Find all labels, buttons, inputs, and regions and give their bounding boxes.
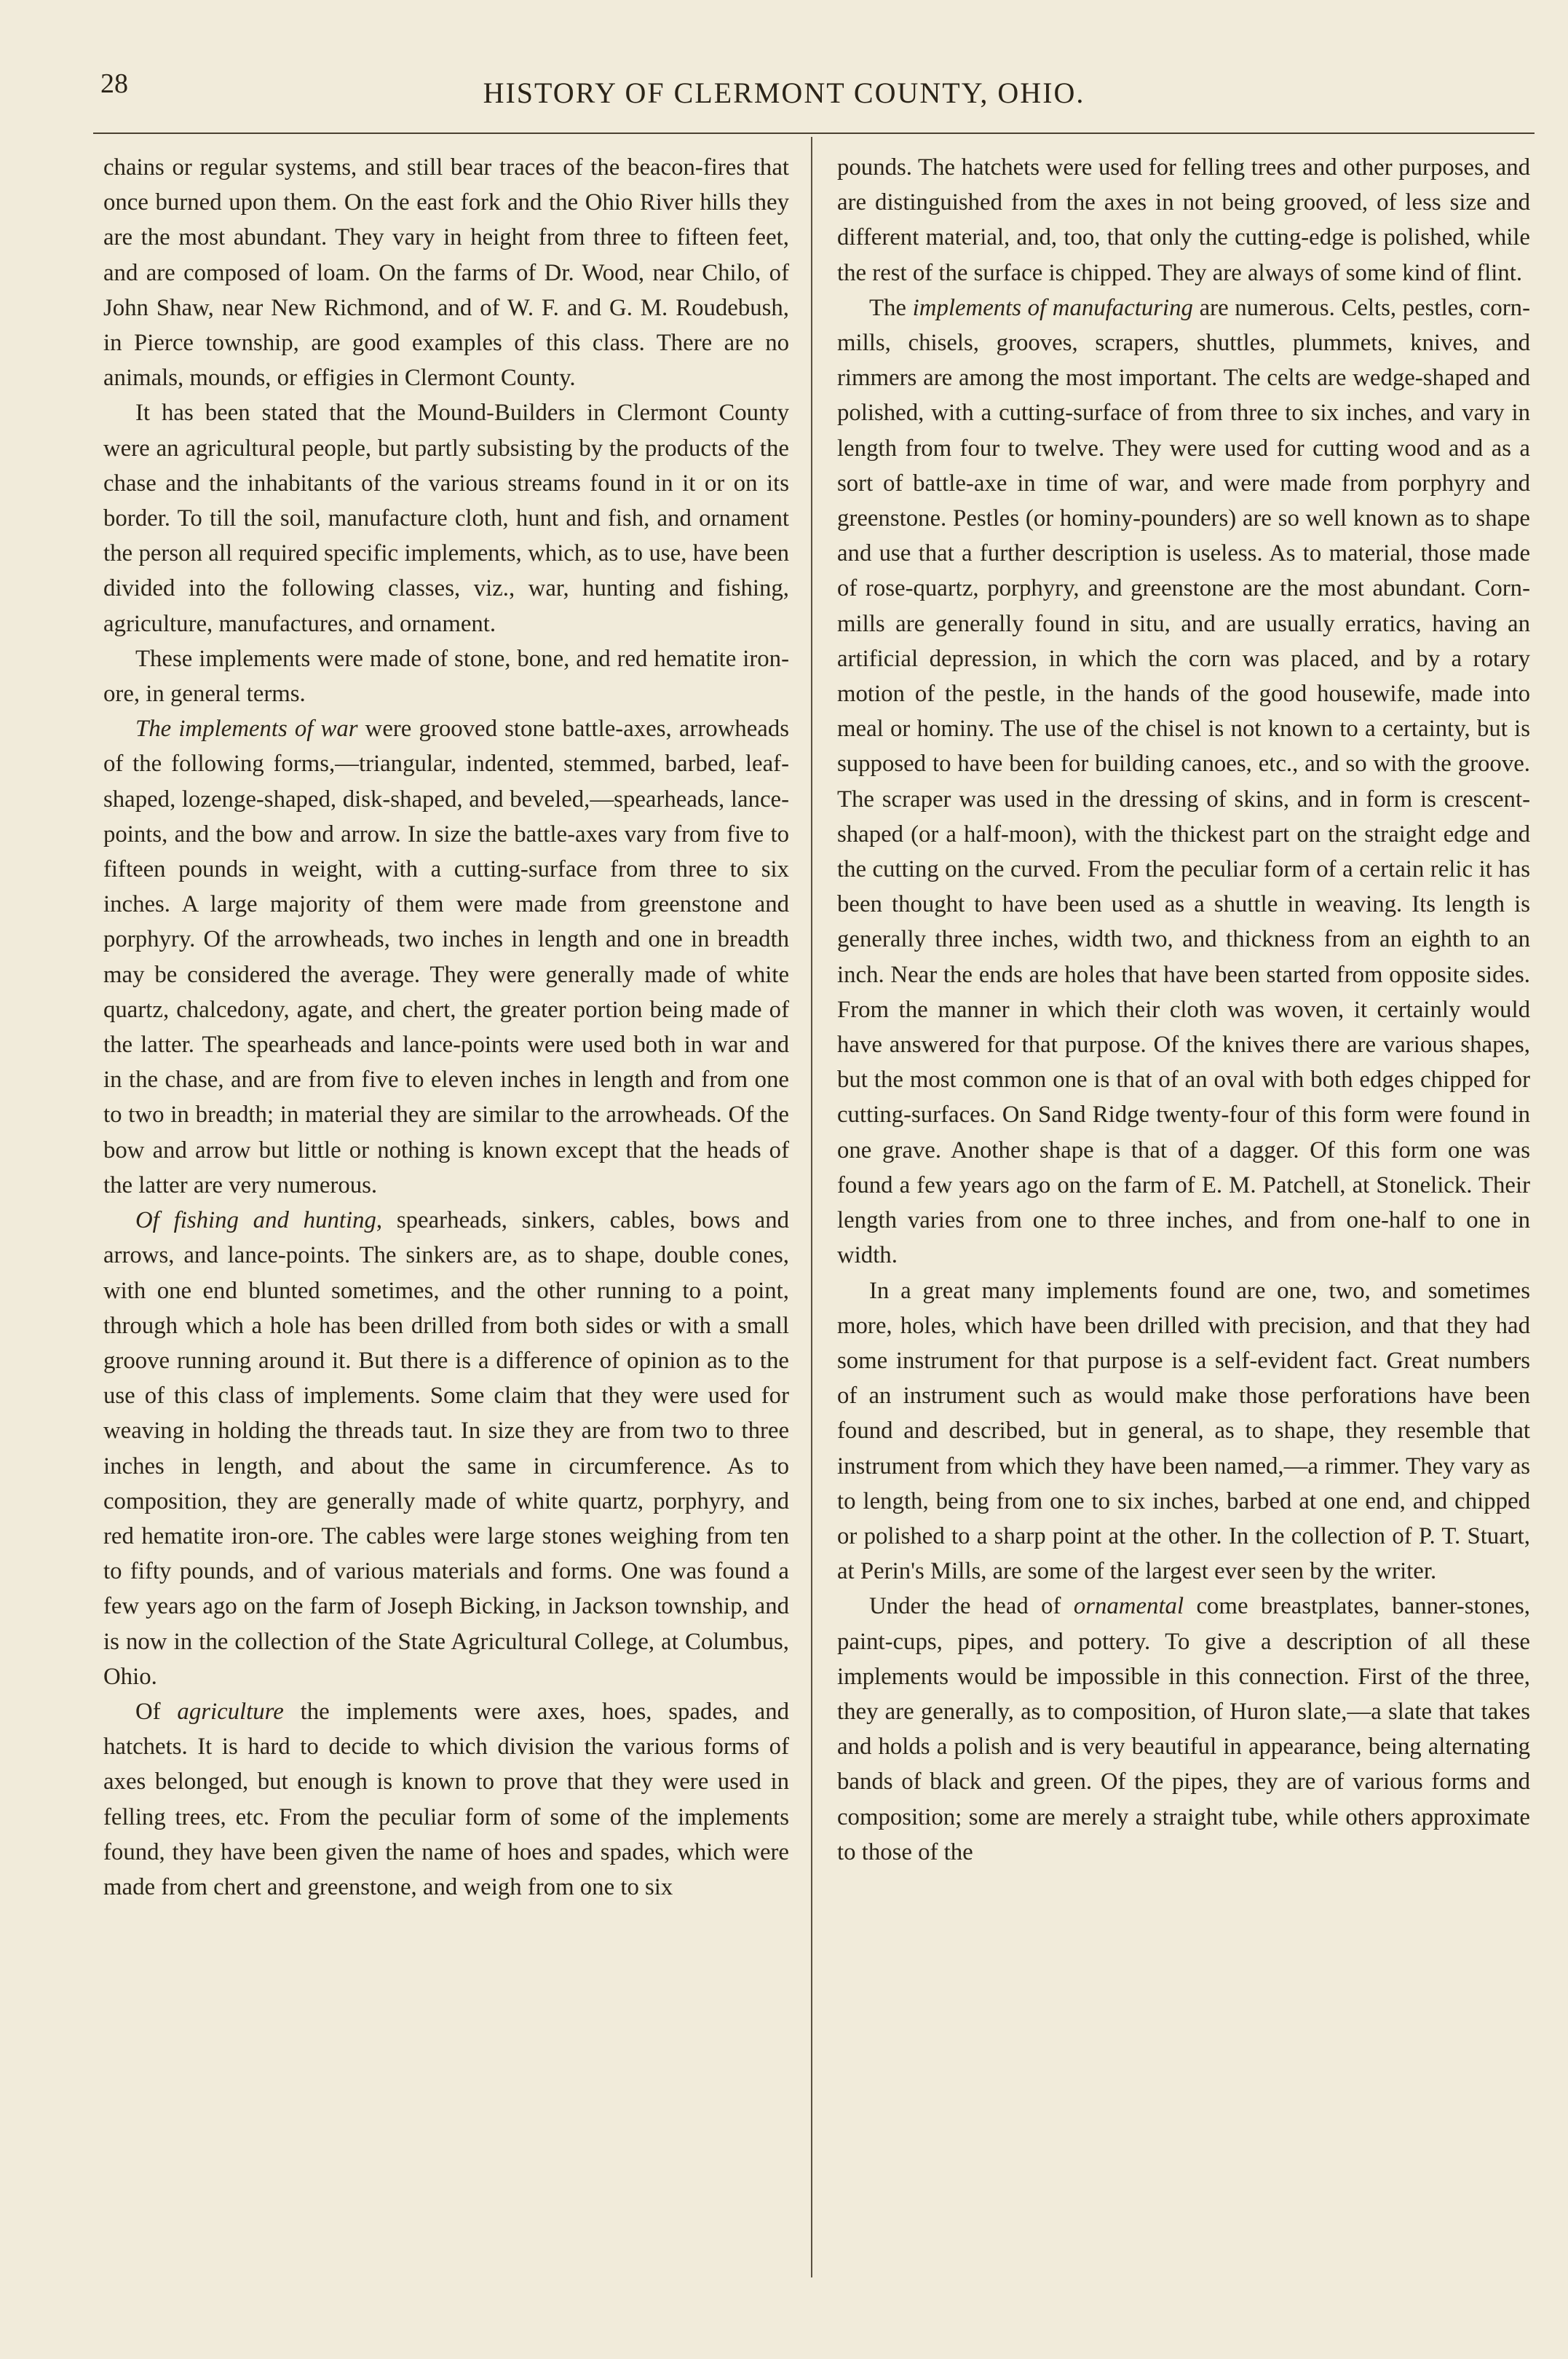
right-column	[837, 150, 1530, 1870]
paragraph: In a great many implements found are one, two, and sometimes more, holes, which have been drilled with precision, and that they had some instrument for that purpose is a self-evident fact. Great numbers of an instrument such as would make those perforations have been found and described, but in general, as to shape, they resemble that instrument from which they have been named,—a rimmer. They vary as to length, being from one to six inches, barbed at one end, and chipped or polished to a sharp point at the other. In the collection of P. T. Stuart, at Perin's Mills, are some of the largest ever seen by the writer.	[837, 1277, 1530, 1585]
italic-lead: Of fishing and hunting	[135, 1207, 376, 1234]
paragraph: These implements were made of stone, bone, and red hematite iron-ore, in general terms.	[103, 645, 789, 708]
paragraph: Of agriculture the implements were axes, hoes, spades, and hatchets. It is hard to decide to which division the various forms of axes belonged, but enough is known to prove that they were used in felling trees, etc. From the peculiar form of some of the implements found, they have been given the name of hoes and spades, which were made from chert and greenstone, and weigh from one to six	[103, 1698, 789, 1900]
header-rule	[93, 133, 1535, 134]
italic-lead: The implements of war	[135, 716, 358, 743]
paragraph: It has been stated that the Mound-Builders in Clermont County were an agricultural people, but partly subsisting by the products of the chase and the inhabitants of the various streams found in it or on its border. To till the soil, manufacture cloth, hunt and fish, and ornament the person all required specific implements, which, as to use, have been divided into the following classes, viz., war, hunting and fishing, agriculture, manufactures, and ornament.	[103, 400, 789, 637]
paragraph: Under the head of ornamental come breastplates, banner-stones, paint-cups, pipes, and pottery. To give a description of all these implements would be impossible in this connection. First of the three, they are generally, as to composition, of Huron slate,—a slate that takes and holds a polish and is very beautiful in appearance, being alternating bands of black and green. Of the pipes, they are of various forms and composition; some are merely a straight tube, while others approximate to those of the	[837, 1593, 1530, 1865]
running-head: HISTORY OF CLERMONT COUNTY, OHIO.	[483, 76, 1085, 109]
paragraph: The implements of war were grooved stone battle-axes, arrowheads of the following forms,—triangular, indented, stemmed, barbed, leaf-shaped, lozenge-shaped, disk-shaped, and beveled,—spearheads, lance-points, and the bow and arrow. In size the battle-axes vary from five to fifteen pounds in weight, with a cutting-surface from three to six inches. A large majority of them were made from greenstone and porphyry. Of the arrowheads, two inches in length and one in breadth may be considered the average. They were generally made of white quartz, chalcedony, agate, and chert, the greater portion being made of the latter. The spearheads and lance-points were used both in war and in the chase, and are from five to eleven inches in length and from one to two in breadth; in material they are similar to the arrowheads. Of the bow and arrow but little or nothing is known except that the heads of the latter are very numerous.	[103, 716, 789, 1198]
paragraph: The implements of manufacturing are numerous. Celts, pestles, corn-mills, chisels, grooves, scrapers, shuttles, plummets, knives, and rimmers are among the most important. The celts are wedge-shaped and polished, with a cutting-surface of from three to six inches, and vary in length from four to twelve. They were used for cutting wood and as a sort of battle-axe in time of war, and were made from porphyry and greenstone. Pestles (or hominy-pounders) are so well known as to shape and use that a further description is useless. As to material, those made of rose-quartz, porphyry, and greenstone are the most abundant. Corn-mills are generally found in situ, and are usually erratics, having an artificial depression, in which the corn was placed, and by a rotary motion of the pestle, in the hands of the good housewife, made into meal or hominy. The use of the chisel is not known to a certainty, but is supposed to have been for building canoes, etc., and so with the groove. The scraper was used in the dressing of skins, and in form is crescent-shaped (or a half-moon), with the thickest part on the straight edge and the cutting on the curved. From the peculiar form of a certain relic it has been thought to have been used as a shuttle in weaving. Its length is generally three inches, width two, and thickness from an eighth to an inch. Near the ends are holes that have been started from opposite sides. From the manner in which their cloth was woven, it certainly would have answered for that purpose. Of the knives there are various shapes, but the most common one is that of an oval with both edges chipped for cutting-surfaces. On Sand Ridge twenty-four of this form were found in one grave. Another shape is that of a dagger. Of this form one was found a few years ago on the farm of E. M. Patchell, at Stonelick. Their length varies from one to three inches, and from one-half to one in width.	[837, 294, 1531, 1269]
italic-lead: implements of manufacturing	[912, 294, 1193, 321]
column-divider	[811, 137, 812, 2277]
italic-lead: agriculture	[177, 1698, 284, 1725]
paragraph: chains or regular systems, and still bear traces of the beacon-fires that once burned upon them. On the east fork and the Ohio River hills they are the most abundant. They vary in height from three to fifteen feet, and are composed of loam. On the farms of Dr. Wood, near Chilo, of John Shaw, near New Richmond, and of W. F. and G. M. Roudebush, in Pierce township, are good examples of this class. There are no animals, mounds, or effigies in Clermont County.	[103, 154, 789, 392]
paragraph: pounds. The hatchets were used for felling trees and other purposes, and are distinguished from the axes in not being grooved, of less size and different material, and, too, that only the cutting-edge is polished, while the rest of the surface is chipped. They are always of some kind of flint.	[837, 154, 1530, 286]
paragraph: Of fishing and hunting, spearheads, sinkers, cables, bows and arrows, and lance-points. The sinkers are, as to shape, double cones, with one end blunted sometimes, and the other running to a point, through which a hole has been drilled from both sides or with a small groove running around it. But there is a difference of opinion as to the use of this class of implements. Some claim that they were used for weaving in holding the threads taut. In size they are from two to three inches in length, and about the same in circumference. As to composition, they are generally made of white quartz, porphyry, and red hematite iron-ore. The cables were large stones weighing from ten to fifty pounds, and of various materials and forms. One was found a few years ago on the farm of Joseph Bicking, in Jackson township, and is now in the collection of the State Agricultural College, at Columbus, Ohio.	[103, 1207, 789, 1690]
page-number: 28	[100, 68, 128, 99]
left-column	[103, 150, 789, 1905]
italic-lead: ornamental	[1073, 1593, 1184, 1620]
